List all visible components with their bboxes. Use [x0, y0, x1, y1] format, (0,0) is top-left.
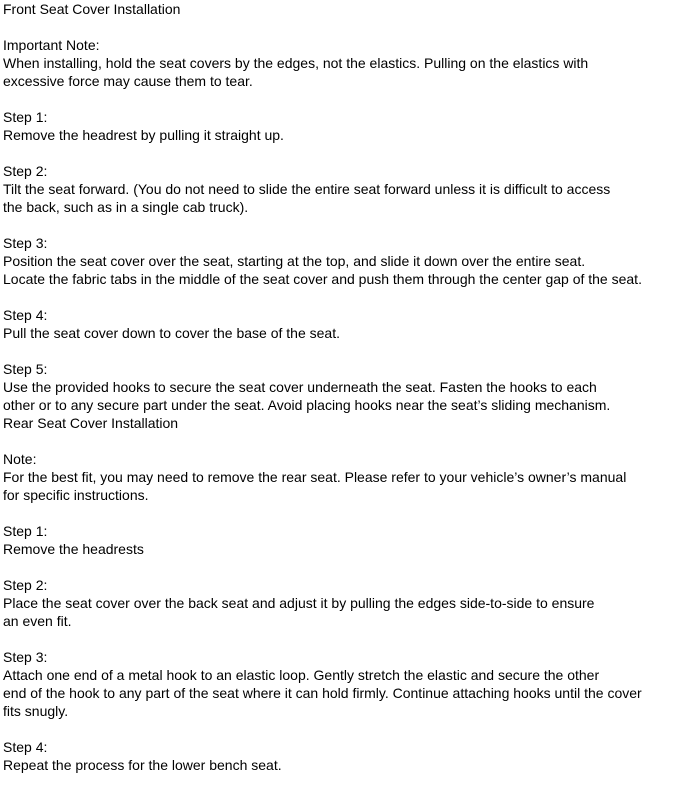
spacer: [3, 504, 683, 522]
step-heading: Step 4:: [3, 739, 48, 755]
step-line: Repeat the process for the lower bench seat.: [3, 757, 282, 773]
step-heading: Step 1:: [3, 523, 48, 539]
front-step-4: [3, 306, 683, 342]
rear-step-4: [3, 738, 683, 774]
rear-section-title: Rear Seat Cover Installation: [3, 415, 179, 431]
step-line: Locate the fabric tabs in the middle of the seat cover and push them through the center gap of the seat.: [3, 271, 642, 287]
step-line: fits snugly.: [3, 703, 69, 719]
front-step-3: [3, 234, 683, 288]
spacer: [3, 432, 683, 450]
step-line: Use the provided hooks to secure the seat cover underneath the seat. Fasten the hooks to each: [3, 379, 597, 395]
step-heading: Step 4:: [3, 307, 48, 323]
spacer: [3, 144, 683, 162]
spacer: [3, 630, 683, 648]
front-section: [3, 0, 683, 414]
step-line: the back, such as in a single cab truck).: [3, 199, 249, 215]
note-heading: Important Note:: [3, 37, 100, 53]
spacer: [3, 342, 683, 360]
step-heading: Step 2:: [3, 577, 48, 593]
step-line: Remove the headrests: [3, 541, 144, 557]
step-line: Place the seat cover over the back seat and adjust it by pulling the edges side-to-side to ensure: [3, 595, 595, 611]
note-line: For the best fit, you may need to remove the rear seat. Please refer to your vehicle’s owner’s manual: [3, 469, 627, 485]
rear-note: [3, 450, 683, 504]
step-heading: Step 3:: [3, 235, 48, 251]
rear-step-3: [3, 648, 683, 720]
step-heading: Step 5:: [3, 361, 48, 377]
step-line: Tilt the seat forward. (You do not need to slide the entire seat forward unless it is difficult to access: [3, 181, 611, 197]
step-line: Pull the seat cover down to cover the base of the seat.: [3, 325, 340, 341]
front-step-5: [3, 360, 683, 414]
step-line: other or to any secure part under the seat. Avoid placing hooks near the seat’s sliding mechanism.: [3, 397, 611, 413]
step-heading: Step 2:: [3, 163, 48, 179]
note-line: When installing, hold the seat covers by the edges, not the elastics. Pulling on the elastics with: [3, 55, 589, 71]
spacer: [3, 288, 683, 306]
step-line: end of the hook to any part of the seat where it can hold firmly. Continue attaching hooks until the cover: [3, 685, 642, 701]
step-line: Position the seat cover over the seat, starting at the top, and slide it down over the entire seat.: [3, 253, 586, 269]
step-line: Remove the headrest by pulling it straight up.: [3, 127, 284, 143]
step-line: an even fit.: [3, 613, 72, 629]
step-heading: Step 1:: [3, 109, 48, 125]
rear-section: [3, 414, 683, 774]
front-step-1: [3, 108, 683, 144]
instructions-document: [3, 0, 683, 774]
front-section-title: Front Seat Cover Installation: [3, 1, 181, 17]
note-heading: Note:: [3, 451, 37, 467]
step-heading: Step 3:: [3, 649, 48, 665]
spacer: [3, 720, 683, 738]
front-step-2: [3, 162, 683, 216]
note-line: excessive force may cause them to tear.: [3, 73, 253, 89]
note-line: for specific instructions.: [3, 487, 149, 503]
rear-step-1: [3, 522, 683, 558]
step-line: Attach one end of a metal hook to an elastic loop. Gently stretch the elastic and secure the other: [3, 667, 600, 683]
spacer: [3, 216, 683, 234]
spacer: [3, 90, 683, 108]
front-important-note: [3, 36, 683, 90]
spacer: [3, 18, 683, 36]
spacer: [3, 558, 683, 576]
rear-step-2: [3, 576, 683, 630]
